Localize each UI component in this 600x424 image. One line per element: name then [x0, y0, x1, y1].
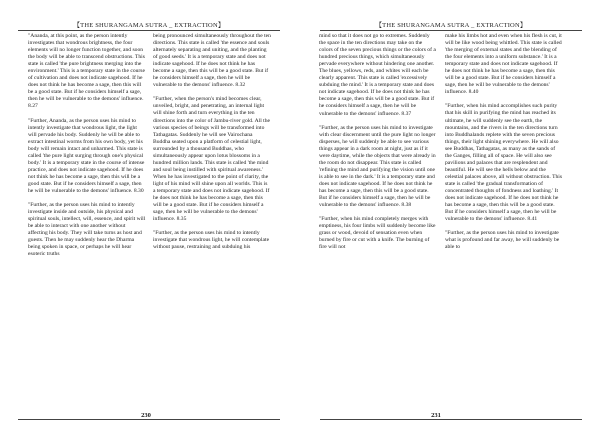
paragraph: make his limbs hot and even when his flesh is cut, it will be like wood being whittled. This state is called 'the merging of external states and the blending of the four elements into a uniform substance.' It is a temporary state and does not indicate sagehood. If he does not think he has become a sage, then this will be a good state. But if he considers himself a sage, then he will be vulnerable to the demons' influence. 8.40: [445, 33, 562, 96]
left-footer-rule: [18, 419, 280, 420]
right-header-rule: [320, 30, 582, 31]
paragraph: "Further, as the person uses his mind to intently investigate inside and outside, his physical and spiritual souls, intellect, will, essence, and spirit will be able to interact with one another without affecting his body. They will take turns as host and guests. Then he may suddenly hear the Dharma being spoken in space, or perhaps he will hear esoteric truths: [28, 202, 146, 258]
paragraph: being pronounced simultaneously throughout the ten directions. This state is called 'the essence and souls alternately separating and uniting, and the planting of good seeds.' It is a temporary state and does not indicate sagehood. If he does not think he has become a sage, then this will be a good state. But if he considers himself a sage, then he will be vulnerable to the demons' influence. 8.32: [153, 33, 271, 89]
left-page-number: 230: [141, 412, 151, 419]
left-column-1: [28, 33, 146, 408]
right-running-header: 【THE SHURANGAMA SUTRA _ EXTRACTION】: [375, 22, 527, 29]
paragraph: "Further, as the person uses his mind to investigate with clear discernment until the pure light no longer disperses, he will suddenly be able to see various things appear in a dark room at night, just as if it were daytime, while the objects that were already in the room do not disappear. This state is called 'refining the mind and purifying the vision until one is able to see in the dark.' It is a temporary state and does not indicate sagehood. If he does not think he has become a sage, then this will be a good state. But if he considers himself a sage, then he will be vulnerable to the demons' influence. 8.38: [319, 124, 436, 209]
paragraph: "Further, when his mind completely merges with emptiness, his four limbs will suddenly become like grass or wood, devoid of sensation even when burned by fire or cut with a knife. The burning of fire will not: [319, 216, 436, 251]
right-footer-rule: [320, 419, 582, 420]
left-header-rule: [18, 30, 280, 31]
paragraph: "Further, as the person uses his mind to intently investigate that wondrous light, he will contemplate without pause, restraining and subduing his: [153, 230, 270, 251]
paragraph: mind so that it does not go to extremes. Suddenly the space in the ten directions may take on the colors of the seven precious things or the colors of a hundred precious things, which simultaneously pervade everywhere without hindering one another. The blues, yellows, reds, and whites will each be clearly apparent. This state is called 'excessively subduing the mind.' It is a temporary state and does not indicate sagehood. If he does not think he has become a sage, then this will be a good state. But if he considers himself a sage, then he will be vulnerable to the demons' influence. 8.37: [319, 33, 436, 117]
right-column-2: [445, 33, 563, 408]
paragraph: "Further, Ananda, as the person uses his mind to intently investigate that wondrous light, the light will pervade his body. Suddenly he will be able to extract intestinal worms from his own body, yet his body will remain intact and unharmed. This state is called 'the pure light surging through one's physical body.' It is a temporary state in the course of intense practice, and does not indicate sagehood. If he does not think he has become a sage, then this will be a good state. But if he considers himself a sage, then he will be vulnerable to the demons' influence. 8.30: [28, 117, 145, 194]
right-page: [300, 0, 600, 424]
left-column-2: [153, 33, 271, 408]
left-running-header: 【THE SHURANGAMA SUTRA _ EXTRACTION】: [73, 22, 225, 29]
paragraph: "Further, when the person's mind becomes clear, unveiled, bright, and penetrating, an internal light will shine forth and turn everything in the ten directions into the color of Jambu-river gold. All the various species of beings will be transformed into Tathagatas. Suddenly he will see Vairochana Buddha seated upon a platform of celestial light, surrounded by a thousand Buddhas, who simultaneously appear upon lotus blossoms in a hundred million lands. This state is called 'the mind and soul being instilled with spiritual awareness.' When he has investigated to the point of clarity, the light of his mind will shine upon all worlds. This is a temporary state and does not indicate sagehood. If he does not think he has become a sage, then this will be a good state. But if he considers himself a sage, then he will be vulnerable to the demons' influence. 8.35: [153, 96, 270, 223]
paragraph: "Further, as the person uses his mind to investigate what is profound and far away, he will suddenly be able to: [445, 230, 560, 251]
paragraph: "Further, when his mind accomplishes such purity that his skill in purifying the mind has reached its ultimate, he will suddenly see the earth, the mountains, and the rivers in the ten directions turn into Buddhalands replete with the seven precious things, their light shining everywhere. He will also see Buddhas, Tathagatas, as many as the sands of the Ganges, filling all of space. He will also see pavilions and palaces that are resplendent and beautiful. He will see the hells below and the celestial palaces above, all without obstruction. This state is called 'the gradual transformation of concentrated thoughts of fondness and loathing.' It does not indicate sagehood. If he does not think he has become a sage, then this will be a good state. But if he considers himself a sage, then he will be vulnerable to the demons' influence. 8.41: [445, 103, 563, 223]
right-column-1: [319, 33, 437, 408]
right-page-number: 231: [431, 412, 441, 419]
paragraph: "Ananda, at this point, as the person intently investigates that wondrous brightness, the four elements will no longer function together, and soon the body will be able to transcend obstructions. This state is called 'the pure brightness merging into the environment.' This is a temporary state in the course of cultivation and does not indicate sagehood. If he does not think he has become a sage, then this will be a good state. But if he considers himself a sage, then he will be vulnerable to the demons' influence. 8.27: [28, 33, 145, 110]
